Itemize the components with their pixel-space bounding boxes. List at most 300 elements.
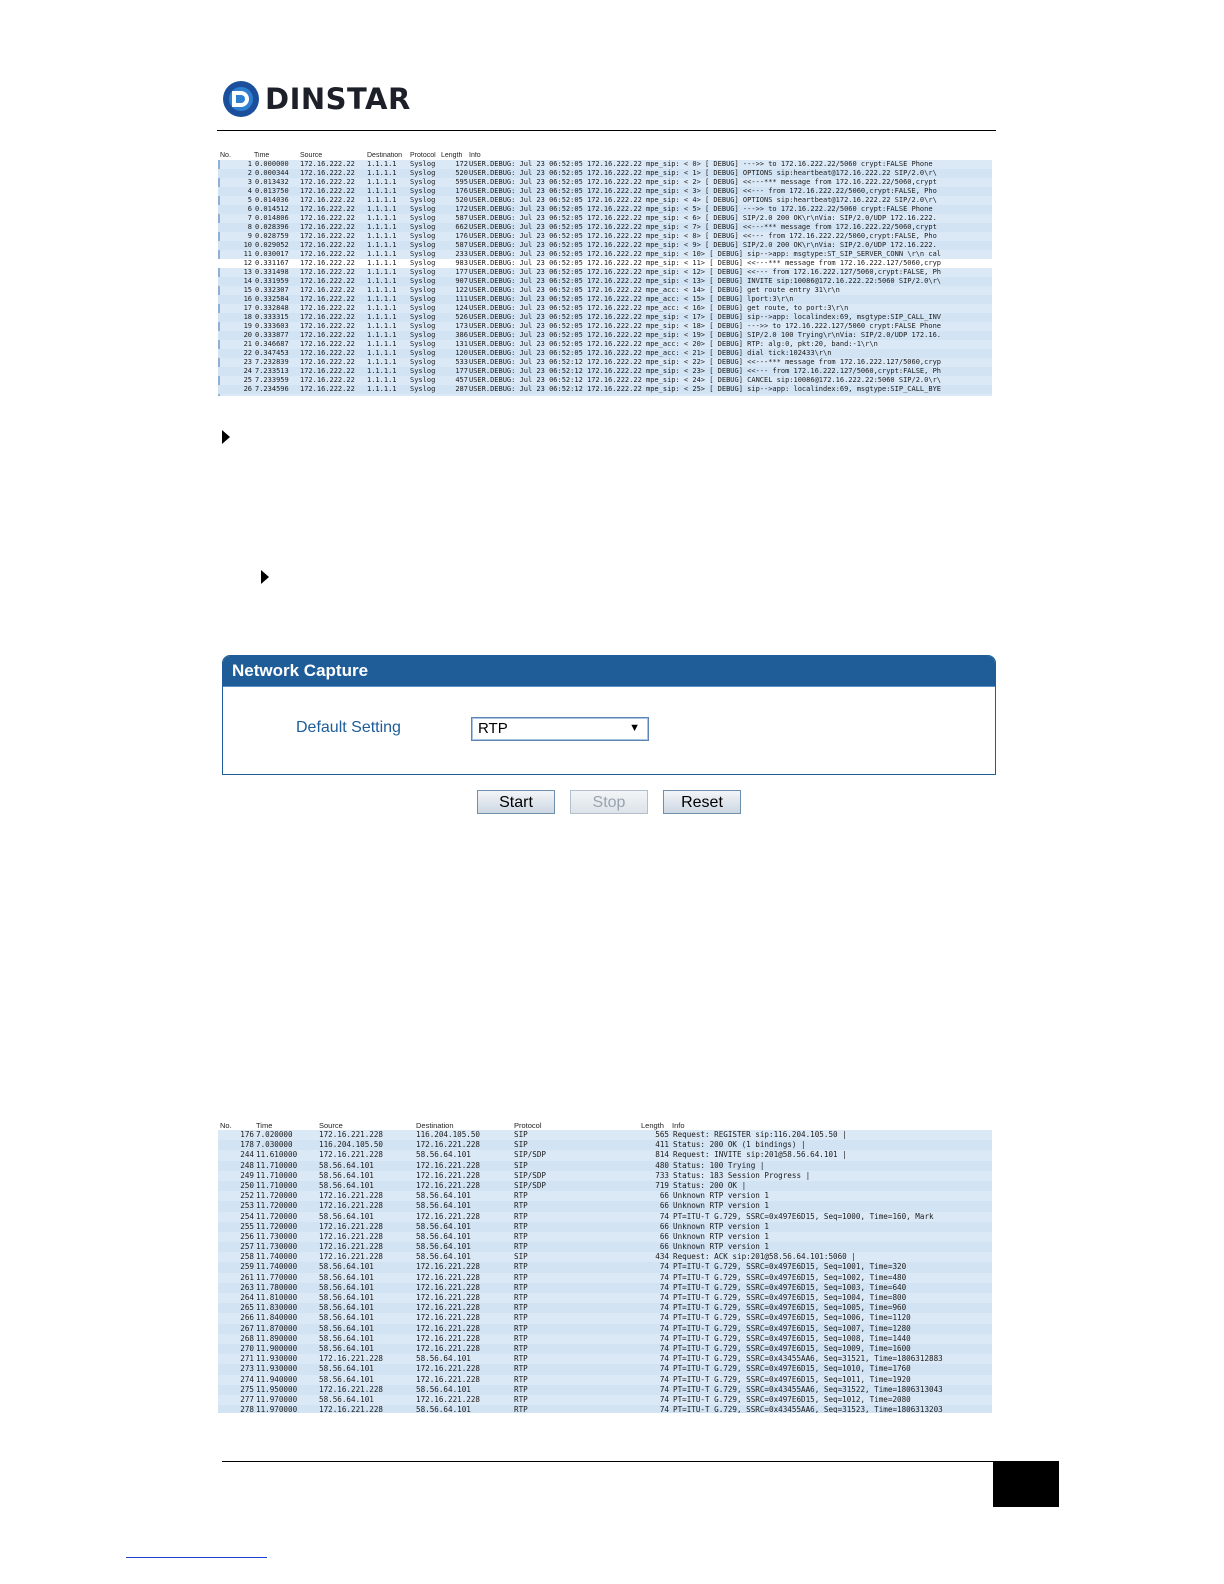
table-cell: PT=ITU-T G.729, SSRC=0x497E6D15, Seq=1005, Time=960 <box>673 1303 907 1313</box>
table-cell: RTP <box>514 1374 528 1384</box>
table-cell: 386 <box>455 331 468 339</box>
table-cell: 172.16.221.228 <box>416 1394 481 1404</box>
table-cell: 411 <box>655 1140 669 1150</box>
table-cell: 983 <box>455 259 468 267</box>
table-cell: 58.56.64.101 <box>416 1242 471 1252</box>
table-cell: 278 <box>240 1405 254 1413</box>
table-cell: Syslog <box>410 205 436 213</box>
table-row[interactable] <box>218 349 992 358</box>
table-cell: USER.DEBUG: Jul 23 06:52:12 172.16.222.22 mpe_sip: < 22> [ DEBUG] <<---*** message from 172.16.222.127/5060,cryp <box>469 358 942 366</box>
table-cell: 172.16.222.22 <box>300 187 355 195</box>
stop-button[interactable]: Stop <box>570 790 648 814</box>
column-header[interactable]: Source <box>300 152 323 159</box>
table-row[interactable] <box>218 1201 992 1211</box>
table-cell: 266 <box>240 1313 254 1323</box>
table-cell: 7.030000 <box>256 1140 293 1150</box>
table-cell: 172.16.221.228 <box>319 1384 384 1394</box>
table-cell: 23 <box>243 358 252 366</box>
table-cell: 172.16.222.22 <box>300 250 355 258</box>
table-cell: 1.1.1.1 <box>367 187 397 195</box>
table-cell: 907 <box>455 277 468 285</box>
table-cell: 58.56.64.101 <box>416 1191 471 1201</box>
table-cell: 172.16.221.228 <box>319 1405 384 1413</box>
table-cell: 74 <box>659 1374 669 1384</box>
table-cell: 595 <box>455 178 468 186</box>
footer-divider <box>222 1461 994 1462</box>
table-cell: 172.16.221.228 <box>416 1333 481 1343</box>
table-cell: PT=ITU-T G.729, SSRC=0x497E6D15, Seq=1009, Time=1600 <box>673 1343 911 1353</box>
table-row[interactable] <box>218 304 992 313</box>
table-cell: 172.16.221.228 <box>416 1323 481 1333</box>
table-row[interactable] <box>218 385 992 394</box>
table-cell: 0.332584 <box>255 295 289 303</box>
table-header <box>218 152 992 160</box>
table-row[interactable] <box>218 376 992 385</box>
table-cell: RTP <box>514 1333 528 1343</box>
table-cell: 74 <box>659 1364 669 1374</box>
table-cell: Syslog <box>410 331 436 339</box>
table-cell: 256 <box>240 1231 254 1241</box>
table-cell: 172.16.222.22 <box>300 322 355 330</box>
table-row[interactable] <box>218 1222 992 1232</box>
table-cell: RTP <box>514 1303 528 1313</box>
table-cell: RTP <box>514 1221 528 1231</box>
column-header[interactable]: Source <box>319 1121 343 1130</box>
table-cell: USER.DEBUG: Jul 23 06:52:05 172.16.222.22 mpe_sip: < 11> [ DEBUG] <<---*** message from 172.16.222.127/5060,cryp <box>469 259 942 267</box>
table-cell: 172.16.221.228 <box>416 1343 481 1353</box>
table-cell: 172 <box>455 160 468 168</box>
table-cell: 172.16.222.22 <box>300 340 355 348</box>
table-cell: SIP <box>514 1160 528 1170</box>
table-cell: Unknown RTP version 1 <box>673 1221 770 1231</box>
table-cell: 116.204.105.50 <box>416 1130 481 1139</box>
table-row[interactable] <box>218 1293 992 1303</box>
table-cell: Syslog <box>410 187 436 195</box>
table-row[interactable] <box>218 1161 992 1171</box>
table-cell: 249 <box>240 1170 254 1180</box>
bullet-arrow-icon <box>222 430 230 444</box>
column-header[interactable]: Destination <box>367 152 403 159</box>
table-cell: USER.DEBUG: Jul 23 06:52:05 172.16.222.22 mpe_acc: < 21> [ DEBUG] dial tick:102433\r\n <box>469 349 832 357</box>
table-cell: 172.16.221.228 <box>319 1150 384 1160</box>
table-cell: 261 <box>240 1272 254 1282</box>
table-cell: 74 <box>659 1343 669 1353</box>
table-cell: 172.16.222.22 <box>300 160 355 168</box>
table-cell: 11.840000 <box>256 1313 298 1323</box>
table-cell: 172.16.221.228 <box>416 1170 481 1180</box>
table-row[interactable] <box>218 331 992 340</box>
table-row[interactable] <box>218 340 992 349</box>
table-row[interactable] <box>218 1232 992 1242</box>
table-cell: 172.16.222.22 <box>300 376 355 384</box>
table-cell: USER.DEBUG: Jul 23 06:52:05 172.16.222.22 mpe_sip: < 8> [ DEBUG] <<--- from 172.16.222.22/5060,crypt:FALSE, Pho <box>469 232 937 240</box>
table-cell: 587 <box>455 214 468 222</box>
table-cell: 1.1.1.1 <box>367 286 397 294</box>
default-setting-select[interactable] <box>471 717 649 741</box>
table-cell: 172.16.221.228 <box>416 1313 481 1323</box>
table-row[interactable] <box>218 1150 992 1160</box>
table-cell: 58.56.64.101 <box>319 1211 374 1221</box>
table-row[interactable] <box>218 268 992 277</box>
table-row[interactable] <box>218 232 992 241</box>
table-cell: 11.870000 <box>256 1323 298 1333</box>
table-row[interactable] <box>218 1262 992 1272</box>
table-cell: 74 <box>659 1384 669 1394</box>
table-row[interactable] <box>218 1252 992 1262</box>
table-cell: 733 <box>655 1170 669 1180</box>
default-setting-label: Default Setting <box>296 719 401 736</box>
table-row[interactable] <box>218 1324 992 1334</box>
column-header[interactable]: Length <box>641 1121 664 1130</box>
footer-link-underline <box>126 1557 267 1558</box>
table-cell: SIP/SDP <box>514 1150 547 1160</box>
table-cell: 0.331959 <box>255 277 289 285</box>
table-row[interactable] <box>218 214 992 223</box>
table-cell: 259 <box>240 1262 254 1272</box>
table-cell: Syslog <box>410 259 436 267</box>
table-row[interactable] <box>218 1385 992 1395</box>
table-cell: 268 <box>240 1333 254 1343</box>
table-cell: 66 <box>659 1231 669 1241</box>
table-cell: Syslog <box>410 160 436 168</box>
table-row[interactable] <box>218 259 992 268</box>
table-cell: 58.56.64.101 <box>319 1282 374 1292</box>
table-cell: USER.DEBUG: Jul 23 06:52:05 172.16.222.22 mpe_sip: < 1> [ DEBUG] OPTIONS sip:heartbeat@172.16.222.22 SIP/2.0\r\ <box>469 169 937 177</box>
table-cell: 58.56.64.101 <box>319 1160 374 1170</box>
table-cell: 2 <box>247 169 252 177</box>
reset-button[interactable]: Reset <box>663 790 741 814</box>
table-cell: 58.56.64.101 <box>319 1272 374 1282</box>
table-row[interactable] <box>218 205 992 214</box>
table-cell: 0.331498 <box>255 268 289 276</box>
table-cell: 662 <box>455 223 468 231</box>
table-cell: 74 <box>659 1405 669 1413</box>
table-cell: USER.DEBUG: Jul 23 06:52:05 172.16.222.22 mpe_sip: < 7> [ DEBUG] <<---*** message from 172.16.222.22/5060,crypt <box>469 223 937 231</box>
table-cell: 1 <box>247 160 252 168</box>
table-cell: 172.16.222.22 <box>300 358 355 366</box>
table-cell: 10 <box>243 241 252 249</box>
table-cell: 1.1.1.1 <box>367 340 397 348</box>
column-header[interactable]: No. <box>220 152 231 159</box>
table-row[interactable] <box>218 1171 992 1181</box>
table-cell: Syslog <box>410 250 436 258</box>
table-cell: 11.610000 <box>256 1150 298 1160</box>
table-cell: 1.1.1.1 <box>367 250 397 258</box>
table-cell: 11.900000 <box>256 1343 298 1353</box>
table-cell: 172.16.222.22 <box>300 286 355 294</box>
start-button[interactable]: Start <box>477 790 555 814</box>
table-cell: 1.1.1.1 <box>367 331 397 339</box>
table-cell: 178 <box>240 1140 254 1150</box>
table-cell: USER.DEBUG: Jul 23 06:52:05 172.16.222.22 mpe_acc: < 15> [ DEBUG] lport:3\r\n <box>469 295 794 303</box>
column-header[interactable]: Info <box>469 152 481 159</box>
table-cell: Syslog <box>410 313 436 321</box>
table-row[interactable] <box>218 1334 992 1344</box>
table-cell: 74 <box>659 1282 669 1292</box>
table-row[interactable] <box>218 241 992 250</box>
table-cell: SIP/SDP <box>514 1180 547 1190</box>
table-cell: PT=ITU-T G.729, SSRC=0x497E6D15, Seq=1000, Time=160, Mark <box>673 1211 934 1221</box>
table-cell: 11.720000 <box>256 1201 298 1211</box>
chevron-down-icon: ▼ <box>629 722 640 734</box>
table-cell: 11.770000 <box>256 1272 298 1282</box>
table-cell: USER.DEBUG: Jul 23 06:52:05 172.16.222.22 mpe_sip: < 6> [ DEBUG] SIP/2.0 200 OK\r\nVia: SIP/2.0/UDP 172.16.222. <box>469 214 937 222</box>
table-cell: Status: 100 Trying | <box>673 1160 765 1170</box>
table-cell: 74 <box>659 1272 669 1282</box>
table-cell: 1.1.1.1 <box>367 169 397 177</box>
table-cell: 0.014036 <box>255 196 289 204</box>
table-row[interactable] <box>218 250 992 259</box>
table-row[interactable] <box>218 160 992 169</box>
table-cell: SIP/SDP <box>514 1170 547 1180</box>
table-header <box>218 1121 992 1130</box>
table-row[interactable] <box>218 1273 992 1283</box>
table-row[interactable] <box>218 1395 992 1405</box>
table-row[interactable] <box>218 1364 992 1374</box>
table-cell: 122 <box>455 286 468 294</box>
table-cell: PT=ITU-T G.729, SSRC=0x43455AA6, Seq=31522, Time=1806313043 <box>673 1384 943 1394</box>
table-row[interactable] <box>218 1212 992 1222</box>
table-cell: 74 <box>659 1211 669 1221</box>
table-cell: 176 <box>455 232 468 240</box>
table-cell: USER.DEBUG: Jul 23 06:52:05 172.16.222.22 mpe_sip: < 2> [ DEBUG] <<---*** message from 172.16.222.22/5060,crypt <box>469 178 937 186</box>
table-cell: 0.000344 <box>255 169 289 177</box>
table-cell: 1.1.1.1 <box>367 304 397 312</box>
table-cell: RTP <box>514 1364 528 1374</box>
table-cell: 11.780000 <box>256 1282 298 1292</box>
table-cell: 66 <box>659 1242 669 1252</box>
table-cell: 172.16.221.228 <box>319 1231 384 1241</box>
table-cell: 11.710000 <box>256 1180 298 1190</box>
table-cell: 287 <box>455 385 468 393</box>
table-cell: 7.020000 <box>256 1130 293 1139</box>
table-cell: 434 <box>655 1252 669 1262</box>
column-header[interactable]: Destination <box>416 1121 454 1130</box>
table-cell: Syslog <box>410 286 436 294</box>
table-cell: PT=ITU-T G.729, SSRC=0x497E6D15, Seq=1008, Time=1440 <box>673 1333 911 1343</box>
table-cell: 58.56.64.101 <box>319 1313 374 1323</box>
table-cell: 20 <box>243 331 252 339</box>
table-cell: 172.16.222.22 <box>300 367 355 375</box>
table-cell: 275 <box>240 1384 254 1394</box>
table-cell: USER.DEBUG: Jul 23 06:52:05 172.16.222.22 mpe_sip: < 13> [ DEBUG] INVITE sip:10086@172.16.222.22:5060 SIP/2.0\r\ <box>469 277 942 285</box>
table-row[interactable] <box>218 322 992 331</box>
table-cell: USER.DEBUG: Jul 23 06:52:05 172.16.222.22 mpe_sip: < 19> [ DEBUG] SIP/2.0 100 Trying\r\nVia: SIP/2.0/UDP 172.16. <box>469 331 942 339</box>
column-header[interactable]: Info <box>672 1121 685 1130</box>
table-row[interactable] <box>218 178 992 187</box>
table-row[interactable] <box>218 1140 992 1150</box>
table-cell: 533 <box>455 358 468 366</box>
table-cell: 111 <box>455 295 468 303</box>
table-cell: 66 <box>659 1201 669 1211</box>
table-cell: USER.DEBUG: Jul 23 06:52:12 172.16.222.22 mpe_sip: < 24> [ DEBUG] CANCEL sip:10086@172.16.222.22:5060 SIP/2.0\r\ <box>469 376 942 384</box>
table-cell: 1.1.1.1 <box>367 196 397 204</box>
table-cell: RTP <box>514 1313 528 1323</box>
table-cell: 58.56.64.101 <box>319 1394 374 1404</box>
table-cell: 172.16.221.228 <box>416 1160 481 1170</box>
table-row[interactable] <box>218 187 992 196</box>
table-cell: 172.16.221.228 <box>416 1303 481 1313</box>
table-cell: 457 <box>455 376 468 384</box>
table-row[interactable] <box>218 286 992 295</box>
panel-title: Network Capture <box>223 656 995 686</box>
table-row[interactable] <box>218 196 992 205</box>
table-cell: 520 <box>455 169 468 177</box>
table-cell: 172.16.221.228 <box>319 1252 384 1262</box>
table-cell: 7.233513 <box>255 367 289 375</box>
column-header[interactable]: Time <box>254 152 270 159</box>
table-cell: 1.1.1.1 <box>367 367 397 375</box>
table-cell: 252 <box>240 1191 254 1201</box>
table-cell: 58.56.64.101 <box>416 1231 471 1241</box>
table-cell: PT=ITU-T G.729, SSRC=0x497E6D15, Seq=1006, Time=1120 <box>673 1313 911 1323</box>
table-cell: Request: ACK sip:201@58.56.64.101:5060 | <box>673 1252 856 1262</box>
table-cell: 177 <box>455 268 468 276</box>
table-row[interactable] <box>218 1313 992 1323</box>
table-row[interactable] <box>218 295 992 304</box>
table-row[interactable] <box>218 1354 992 1364</box>
table-cell: PT=ITU-T G.729, SSRC=0x497E6D15, Seq=1007, Time=1280 <box>673 1323 911 1333</box>
table-cell: 66 <box>659 1191 669 1201</box>
table-cell: PT=ITU-T G.729, SSRC=0x497E6D15, Seq=1012, Time=2080 <box>673 1394 911 1404</box>
table-cell: 8 <box>247 223 252 231</box>
column-header[interactable]: Protocol <box>410 152 436 159</box>
table-cell: RTP <box>514 1211 528 1221</box>
table-cell: 172.16.221.228 <box>319 1130 384 1139</box>
table-cell: 66 <box>659 1221 669 1231</box>
table-cell: RTP <box>514 1405 528 1413</box>
table-row[interactable] <box>218 1283 992 1293</box>
network-capture-panel <box>222 655 996 775</box>
table-cell: 0.346687 <box>255 340 289 348</box>
table-cell: PT=ITU-T G.729, SSRC=0x497E6D15, Seq=1004, Time=800 <box>673 1293 907 1302</box>
table-cell: 17 <box>243 304 252 312</box>
table-cell: 172.16.222.22 <box>300 349 355 357</box>
table-cell: 19 <box>243 322 252 330</box>
table-cell: 58.56.64.101 <box>319 1303 374 1313</box>
table-cell: Unknown RTP version 1 <box>673 1191 770 1201</box>
column-header[interactable]: No. <box>220 1121 232 1130</box>
table-cell: 274 <box>240 1374 254 1384</box>
table-cell: 7 <box>247 214 252 222</box>
table-cell: 0.028396 <box>255 223 289 231</box>
bullet-arrow-icon <box>261 570 269 584</box>
table-cell: 271 <box>240 1354 254 1364</box>
table-cell: 277 <box>240 1394 254 1404</box>
table-cell: 14 <box>243 277 252 285</box>
table-cell: 18 <box>243 313 252 321</box>
table-cell: RTP <box>514 1354 528 1364</box>
table-row[interactable] <box>218 1242 992 1252</box>
table-cell: USER.DEBUG: Jul 23 06:52:05 172.16.222.22 mpe_sip: < 12> [ DEBUG] <<--- from 172.16.222.127/5060,crypt:FALSE, Ph <box>469 268 942 276</box>
table-row[interactable] <box>218 358 992 367</box>
table-cell: 12 <box>243 259 252 267</box>
table-cell: 1.1.1.1 <box>367 160 397 168</box>
table-cell: 120 <box>455 349 468 357</box>
table-cell: 267 <box>240 1323 254 1333</box>
table-cell: 1.1.1.1 <box>367 232 397 240</box>
table-row[interactable] <box>218 367 992 376</box>
table-cell: 25 <box>243 376 252 384</box>
table-row[interactable] <box>218 1130 992 1140</box>
table-cell: 58.56.64.101 <box>416 1201 471 1211</box>
table-row[interactable] <box>218 169 992 178</box>
table-cell: 0.014806 <box>255 214 289 222</box>
table-cell: Syslog <box>410 376 436 384</box>
column-header[interactable]: Protocol <box>514 1121 542 1130</box>
table-cell: 233 <box>455 250 468 258</box>
table-cell: 172.16.222.22 <box>300 169 355 177</box>
table-cell: 7.234596 <box>255 385 289 393</box>
table-row[interactable] <box>218 1375 992 1385</box>
table-row[interactable] <box>218 1344 992 1354</box>
table-cell: 173 <box>455 322 468 330</box>
table-cell: 3 <box>247 178 252 186</box>
table-cell: 587 <box>455 241 468 249</box>
table-cell: 0.333315 <box>255 313 289 321</box>
table-cell: 0.013750 <box>255 187 289 195</box>
table-cell: 177 <box>455 367 468 375</box>
table-row[interactable] <box>218 1405 992 1413</box>
brand-name: DINSTAR <box>265 82 411 116</box>
table-cell: 1.1.1.1 <box>367 205 397 213</box>
table-cell: Syslog <box>410 196 436 204</box>
table-row[interactable] <box>218 1181 992 1191</box>
table-row[interactable] <box>218 277 992 286</box>
table-cell: 172.16.221.228 <box>319 1242 384 1252</box>
table-cell: USER.DEBUG: Jul 23 06:52:05 172.16.222.22 mpe_acc: < 14> [ DEBUG] get route entry 31\r\n <box>469 286 840 294</box>
table-cell: 1.1.1.1 <box>367 295 397 303</box>
table-cell: 1.1.1.1 <box>367 259 397 267</box>
table-cell: 22 <box>243 349 252 357</box>
table-cell: 4 <box>247 187 252 195</box>
table-row[interactable] <box>218 313 992 322</box>
table-cell: 263 <box>240 1282 254 1292</box>
column-header[interactable]: Time <box>256 1121 273 1130</box>
table-cell: 0.014512 <box>255 205 289 213</box>
header-divider <box>217 130 996 131</box>
table-cell: RTP <box>514 1394 528 1404</box>
table-row[interactable] <box>218 1303 992 1313</box>
table-cell: 58.56.64.101 <box>416 1384 471 1394</box>
table-row[interactable] <box>218 1191 992 1201</box>
table-cell: Unknown RTP version 1 <box>673 1242 770 1252</box>
table-cell: 58.56.64.101 <box>319 1364 374 1374</box>
table-cell: 15 <box>243 286 252 294</box>
table-row[interactable] <box>218 223 992 232</box>
table-cell: Syslog <box>410 241 436 249</box>
table-cell: 5 <box>247 196 252 204</box>
table-cell: 248 <box>240 1160 254 1170</box>
table-cell: Syslog <box>410 385 436 393</box>
table-cell: 172.16.222.22 <box>300 205 355 213</box>
column-header[interactable]: Length <box>441 152 463 159</box>
table-cell: 1.1.1.1 <box>367 268 397 276</box>
table-cell: RTP <box>514 1191 528 1201</box>
table-cell: 58.56.64.101 <box>416 1252 471 1262</box>
table-cell: RTP <box>514 1242 528 1252</box>
table-cell: 172.16.222.22 <box>300 241 355 249</box>
table-cell: 11 <box>243 250 252 258</box>
table-cell: SIP <box>514 1140 528 1150</box>
table-cell: 172.16.221.228 <box>416 1364 481 1374</box>
table-cell: 254 <box>240 1211 254 1221</box>
table-cell: PT=ITU-T G.729, SSRC=0x43455AA6, Seq=31521, Time=1806312883 <box>673 1354 943 1364</box>
table-cell: USER.DEBUG: Jul 23 06:52:05 172.16.222.22 mpe_sip: < 17> [ DEBUG] sip-->app: localindex:69, msgtype:SIP_CALL_INV <box>469 313 942 321</box>
table-cell: 7.233959 <box>255 376 289 384</box>
table-cell: Syslog <box>410 322 436 330</box>
table-cell: 11.940000 <box>256 1374 298 1384</box>
